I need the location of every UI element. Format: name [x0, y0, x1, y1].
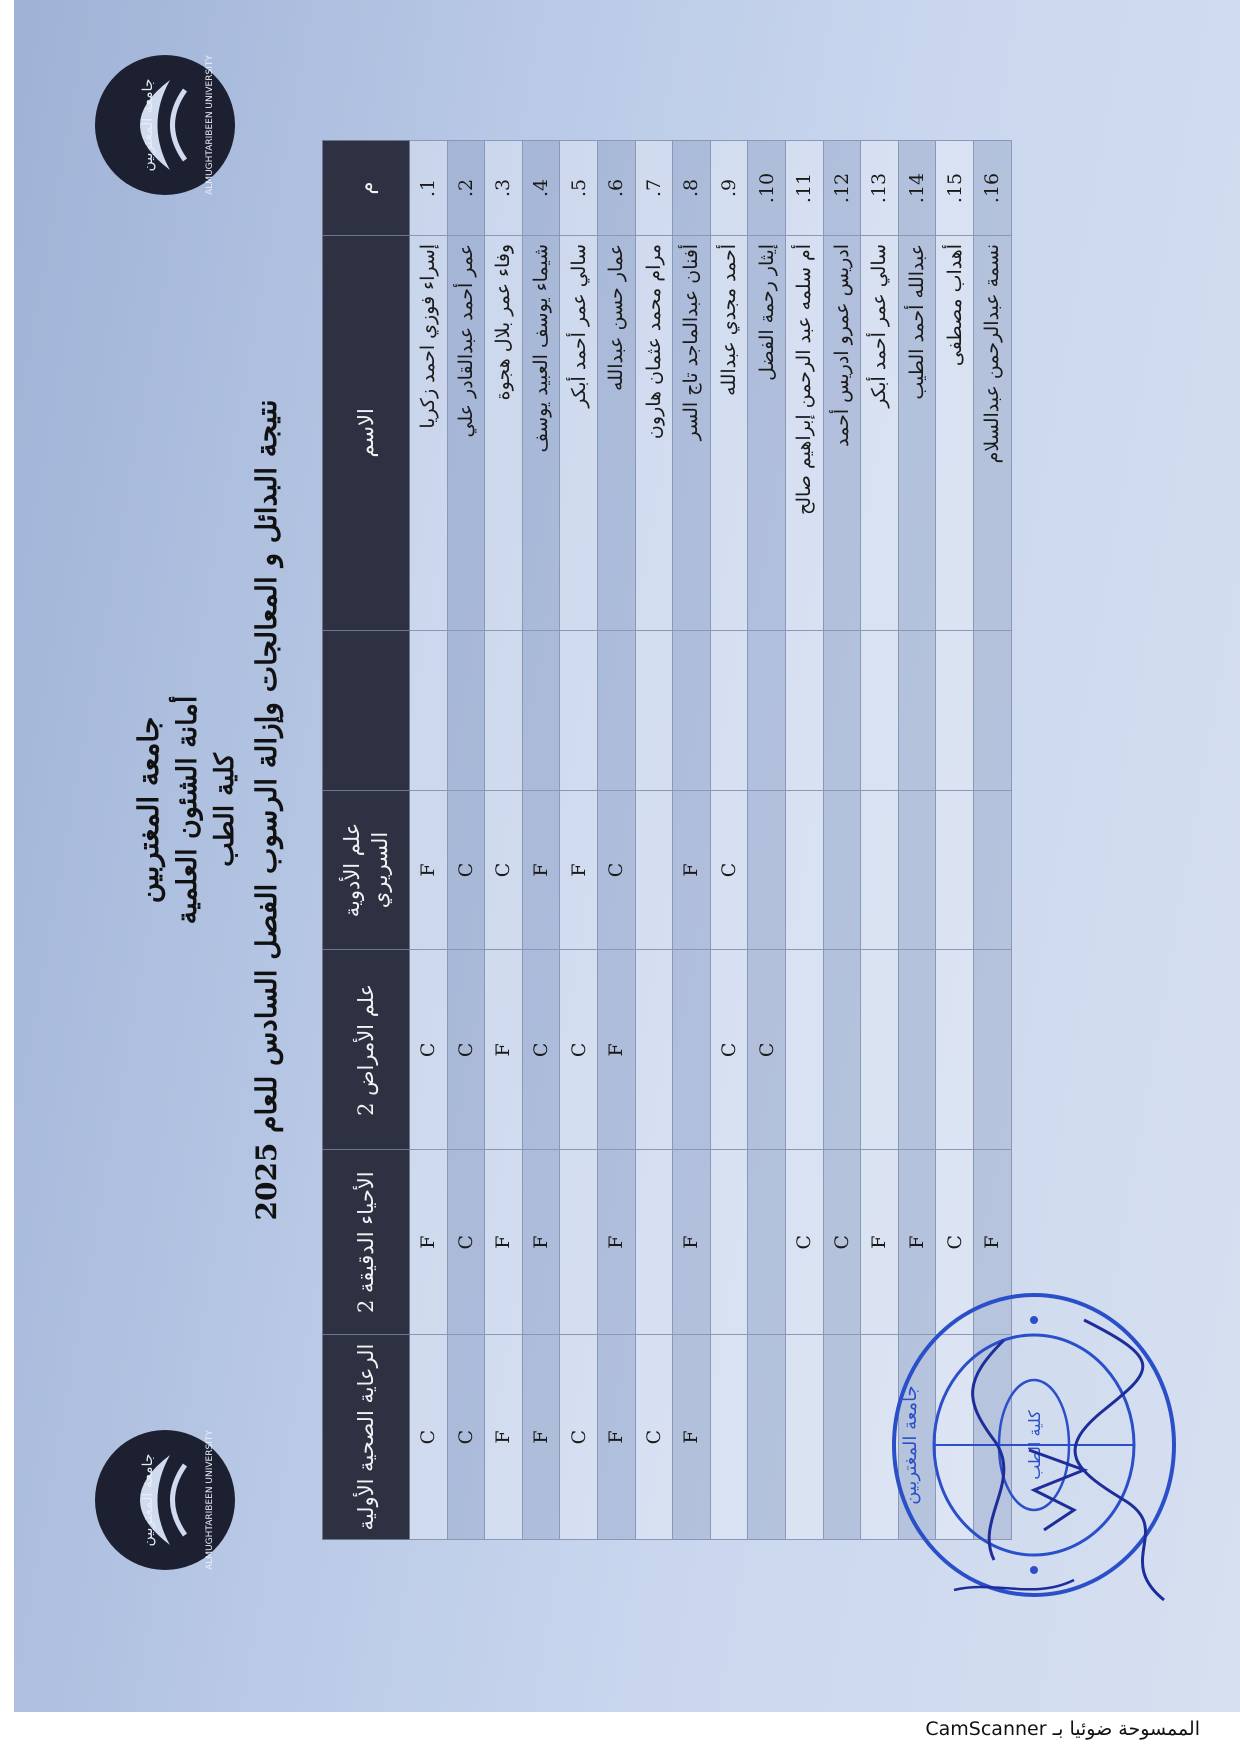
- row-number: 5.: [560, 141, 598, 236]
- table-row: [785, 141, 823, 1540]
- col-header-name: الاسم: [323, 235, 410, 630]
- grade-microbiology-2: F: [861, 1150, 899, 1335]
- col-header-pathology-2: علم الأمراض 2: [323, 950, 410, 1150]
- spacer-cell: [597, 630, 635, 790]
- grade-microbiology-2: F: [898, 1150, 936, 1335]
- col-header-number: م: [323, 141, 410, 236]
- table-header-row: [323, 141, 410, 1540]
- grade-clinical-pharmacology: [898, 790, 936, 950]
- row-number: 10.: [748, 141, 786, 236]
- grade-pathology-2: C: [710, 950, 748, 1150]
- grade-pathology-2: C: [447, 950, 485, 1150]
- spacer-cell: [635, 630, 673, 790]
- spacer-cell: [447, 630, 485, 790]
- grade-pathology-2: F: [485, 950, 523, 1150]
- table-row: [635, 141, 673, 1540]
- deanship-name: أمانة الشئون العلمية: [172, 695, 203, 925]
- grade-primary-health-care: F: [522, 1335, 560, 1540]
- row-number: 13.: [861, 141, 899, 236]
- student-name: سالي عمر أحمد أبكر: [861, 235, 899, 630]
- student-name: أهداب مصطفى: [936, 235, 974, 630]
- student-name: عمر أحمد عبدالقادر علي: [447, 235, 485, 630]
- grade-microbiology-2: F: [485, 1150, 523, 1335]
- col-header-primary-health-care: الرعاية الصحية الأولية: [323, 1335, 410, 1540]
- spacer-cell: [823, 630, 861, 790]
- student-name: سالي عمر أحمد أبكر: [560, 235, 598, 630]
- scanned-page: [14, 0, 1240, 1712]
- table-row: [710, 141, 748, 1540]
- student-name: عمار حسن عبدالله: [597, 235, 635, 630]
- grade-clinical-pharmacology: [785, 790, 823, 950]
- spacer-cell: [485, 630, 523, 790]
- col-header-clinical-pharmacology: علم الأدوية السريري: [323, 790, 410, 950]
- spacer-cell: [560, 630, 598, 790]
- grade-primary-health-care: C: [410, 1335, 448, 1540]
- grade-primary-health-care: [785, 1335, 823, 1540]
- grade-pathology-2: F: [597, 950, 635, 1150]
- table-row: [673, 141, 711, 1540]
- col-header-spacer: [323, 630, 410, 790]
- spacer-cell: [861, 630, 899, 790]
- grade-microbiology-2: C: [823, 1150, 861, 1335]
- col-header-microbiology-2: الأحياء الدقيقة 2: [323, 1150, 410, 1335]
- grade-pathology-2: C: [522, 950, 560, 1150]
- row-number: 14.: [898, 141, 936, 236]
- grade-primary-health-care: C: [560, 1335, 598, 1540]
- grade-primary-health-care: C: [447, 1335, 485, 1540]
- grade-clinical-pharmacology: [936, 790, 974, 950]
- row-number: 1.: [410, 141, 448, 236]
- grade-pathology-2: [973, 950, 1011, 1150]
- student-name: نسمة عبدالرحمن عبدالسلام: [973, 235, 1011, 630]
- grade-clinical-pharmacology: F: [410, 790, 448, 950]
- spacer-cell: [936, 630, 974, 790]
- row-number: 2.: [447, 141, 485, 236]
- scanner-footer: [0, 1712, 1240, 1755]
- table-row: [560, 141, 598, 1540]
- grade-clinical-pharmacology: F: [522, 790, 560, 950]
- spacer-cell: [748, 630, 786, 790]
- grade-pathology-2: C: [748, 950, 786, 1150]
- table-row: [447, 141, 485, 1540]
- table-row: [410, 141, 448, 1540]
- grade-pathology-2: [898, 950, 936, 1150]
- stamp-center-text: كلية الطب: [1025, 1410, 1044, 1480]
- spacer-cell: [785, 630, 823, 790]
- grade-primary-health-care: F: [673, 1335, 711, 1540]
- grade-clinical-pharmacology: [973, 790, 1011, 950]
- grade-microbiology-2: C: [447, 1150, 485, 1335]
- row-number: 6.: [597, 141, 635, 236]
- grade-primary-health-care: [823, 1335, 861, 1540]
- grade-clinical-pharmacology: C: [447, 790, 485, 950]
- grade-microbiology-2: F: [673, 1150, 711, 1335]
- student-name: مرام محمد عثمان هارون: [635, 235, 673, 630]
- student-name: أفنان عبدالماجد تاج السر: [673, 235, 711, 630]
- grade-clinical-pharmacology: C: [485, 790, 523, 950]
- handwritten-signature: [934, 1290, 1194, 1620]
- grade-microbiology-2: C: [936, 1150, 974, 1335]
- row-number: 9.: [710, 141, 748, 236]
- rotated-document: [54, 0, 1204, 1640]
- scanner-watermark-text: الممسوحة ضوئيا بـ CamScanner: [925, 1718, 1200, 1740]
- document-title: نتيجة البدائل و المعالجات وإزالة الرسوب الفصل السادس للعام 2025: [250, 399, 283, 1221]
- grade-pathology-2: [635, 950, 673, 1150]
- row-number: 11.: [785, 141, 823, 236]
- table-row: [748, 141, 786, 1540]
- row-number: 7.: [635, 141, 673, 236]
- row-number: 16.: [973, 141, 1011, 236]
- row-number: 3.: [485, 141, 523, 236]
- grade-clinical-pharmacology: C: [710, 790, 748, 950]
- grade-pathology-2: C: [410, 950, 448, 1150]
- table-row: [485, 141, 523, 1540]
- grade-pathology-2: C: [560, 950, 598, 1150]
- spacer-cell: [710, 630, 748, 790]
- grade-pathology-2: [785, 950, 823, 1150]
- student-name: أم سلمه عبد الرحمن إبراهيم صالح: [785, 235, 823, 630]
- grade-primary-health-care: [710, 1335, 748, 1540]
- grade-clinical-pharmacology: [635, 790, 673, 950]
- grade-microbiology-2: F: [410, 1150, 448, 1335]
- table-row: [597, 141, 635, 1540]
- grade-primary-health-care: C: [635, 1335, 673, 1540]
- spacer-cell: [898, 630, 936, 790]
- logo-arabic-text: جامعة المغتربين: [140, 1453, 156, 1547]
- grade-pathology-2: [936, 950, 974, 1150]
- grade-clinical-pharmacology: F: [560, 790, 598, 950]
- row-number: 4.: [522, 141, 560, 236]
- table-row: [823, 141, 861, 1540]
- spacer-cell: [410, 630, 448, 790]
- grade-pathology-2: [823, 950, 861, 1150]
- student-name: إسراء فوزي احمد زكريا: [410, 235, 448, 630]
- grade-microbiology-2: [560, 1150, 598, 1335]
- row-number: 8.: [673, 141, 711, 236]
- grade-microbiology-2: F: [522, 1150, 560, 1335]
- grade-pathology-2: [673, 950, 711, 1150]
- grade-pathology-2: [861, 950, 899, 1150]
- row-number: 15.: [936, 141, 974, 236]
- grade-primary-health-care: F: [485, 1335, 523, 1540]
- grade-primary-health-care: F: [597, 1335, 635, 1540]
- student-name: إيثار رحمة الفضل: [748, 235, 786, 630]
- student-name: عبدالله أحمد الطيب: [898, 235, 936, 630]
- grade-clinical-pharmacology: F: [673, 790, 711, 950]
- grade-clinical-pharmacology: [861, 790, 899, 950]
- student-name: شيماء يوسف العبيد يوسف: [522, 235, 560, 630]
- spacer-cell: [522, 630, 560, 790]
- grade-microbiology-2: [710, 1150, 748, 1335]
- logo-arabic-text: جامعة المغتربين: [140, 78, 156, 172]
- grade-microbiology-2: C: [785, 1150, 823, 1335]
- grade-primary-health-care: [748, 1335, 786, 1540]
- logo-latin-text: ALMUGHTARIBEEN UNIVERSITY: [205, 55, 215, 195]
- university-name: جامعة المغتربين: [132, 716, 165, 904]
- faculty-name: كلية الطب: [210, 753, 240, 867]
- grade-clinical-pharmacology: [823, 790, 861, 950]
- grade-clinical-pharmacology: [748, 790, 786, 950]
- spacer-cell: [973, 630, 1011, 790]
- student-name: وفاء عمر بلال هجوة: [485, 235, 523, 630]
- grade-microbiology-2: [748, 1150, 786, 1335]
- spacer-cell: [673, 630, 711, 790]
- student-name: أحمد مجدي عبدالله: [710, 235, 748, 630]
- grade-microbiology-2: F: [973, 1150, 1011, 1335]
- student-name: ادريس عمرو ادريس أحمد: [823, 235, 861, 630]
- stamp-ring-text: جامعة المغتربين: [900, 1385, 921, 1505]
- grade-clinical-pharmacology: C: [597, 790, 635, 950]
- logo-latin-text: ALMUGHTARIBEEN UNIVERSITY: [205, 1430, 215, 1570]
- grade-microbiology-2: [635, 1150, 673, 1335]
- row-number: 12.: [823, 141, 861, 236]
- table-row: [522, 141, 560, 1540]
- grade-microbiology-2: F: [597, 1150, 635, 1335]
